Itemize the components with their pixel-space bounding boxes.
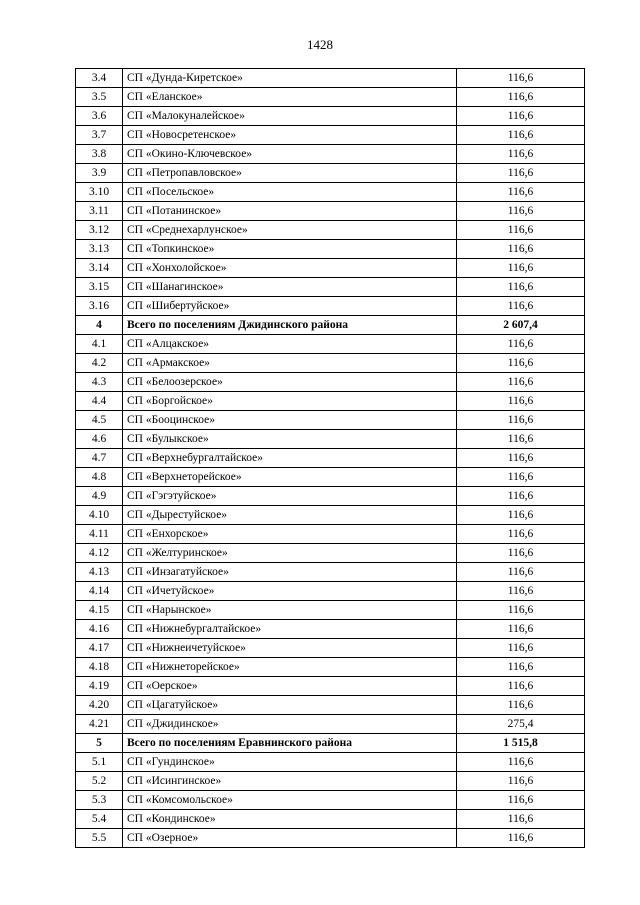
settlement-name: СП «Топкинское»	[123, 240, 457, 259]
amount-value: 116,6	[457, 620, 585, 639]
row-number: 4.6	[76, 430, 123, 449]
settlement-name: СП «Оерское»	[123, 677, 457, 696]
row-number: 4	[76, 316, 123, 335]
table-row	[76, 354, 585, 373]
row-number: 4.7	[76, 449, 123, 468]
settlement-name: СП «Комсомольское»	[123, 791, 457, 810]
settlement-name: СП «Гэгэтуйское»	[123, 487, 457, 506]
table-row	[76, 126, 585, 145]
amount-value: 116,6	[457, 392, 585, 411]
table-row-district-total	[76, 734, 585, 753]
settlement-name: СП «Малокуналейское»	[123, 107, 457, 126]
amount-value: 116,6	[457, 411, 585, 430]
row-number: 4.3	[76, 373, 123, 392]
settlement-name: СП «Потанинское»	[123, 202, 457, 221]
table-row	[76, 373, 585, 392]
row-number: 4.19	[76, 677, 123, 696]
table-row	[76, 221, 585, 240]
amount-value: 116,6	[457, 164, 585, 183]
table-row	[76, 525, 585, 544]
page-number: 1428	[307, 37, 333, 52]
settlement-name: Всего по поселениям Еравнинского района	[123, 734, 457, 753]
settlement-name: СП «Бооцинское»	[123, 411, 457, 430]
settlement-name: СП «Верхнебургалтайское»	[123, 449, 457, 468]
row-number: 5	[76, 734, 123, 753]
table-row	[76, 639, 585, 658]
amount-value: 116,6	[457, 601, 585, 620]
row-number: 4.2	[76, 354, 123, 373]
table-row	[76, 392, 585, 411]
settlement-name: СП «Кондинское»	[123, 810, 457, 829]
table-row	[76, 88, 585, 107]
row-number: 3.14	[76, 259, 123, 278]
row-number: 4.21	[76, 715, 123, 734]
amount-value: 116,6	[457, 202, 585, 221]
row-number: 3.16	[76, 297, 123, 316]
table-row	[76, 69, 585, 88]
amount-value: 275,4	[457, 715, 585, 734]
amount-value: 116,6	[457, 487, 585, 506]
amount-value: 116,6	[457, 582, 585, 601]
row-number: 5.3	[76, 791, 123, 810]
settlement-name: СП «Булыкское»	[123, 430, 457, 449]
row-number: 4.5	[76, 411, 123, 430]
settlement-name: СП «Еланское»	[123, 88, 457, 107]
settlement-name: СП «Среднехарлунское»	[123, 221, 457, 240]
table-row	[76, 278, 585, 297]
row-number: 4.4	[76, 392, 123, 411]
table-row	[76, 829, 585, 848]
table-row	[76, 240, 585, 259]
settlement-name: СП «Дунда-Киретское»	[123, 69, 457, 88]
settlement-name: СП «Нижнеторейское»	[123, 658, 457, 677]
amount-value: 116,6	[457, 677, 585, 696]
amount-value: 116,6	[457, 468, 585, 487]
amount-value: 116,6	[457, 221, 585, 240]
row-number: 3.13	[76, 240, 123, 259]
settlement-name: СП «Нижнебургалтайское»	[123, 620, 457, 639]
settlement-name: СП «Хонхолойское»	[123, 259, 457, 278]
settlement-name: СП «Окино-Ключевское»	[123, 145, 457, 164]
table-row	[76, 259, 585, 278]
amount-value: 116,6	[457, 810, 585, 829]
table-row	[76, 601, 585, 620]
table-row	[76, 563, 585, 582]
settlement-name: СП «Нижнеичетуйское»	[123, 639, 457, 658]
settlement-name: СП «Ичетуйское»	[123, 582, 457, 601]
table-row	[76, 430, 585, 449]
amount-value: 116,6	[457, 563, 585, 582]
amount-value: 116,6	[457, 449, 585, 468]
amount-value: 116,6	[457, 544, 585, 563]
settlement-name: СП «Петропавловское»	[123, 164, 457, 183]
table-row	[76, 468, 585, 487]
settlement-name: СП «Енхорское»	[123, 525, 457, 544]
settlement-name: СП «Озерное»	[123, 829, 457, 848]
settlements-table	[75, 68, 585, 848]
table-row	[76, 107, 585, 126]
table-row	[76, 620, 585, 639]
row-number: 4.10	[76, 506, 123, 525]
settlement-name: СП «Цагатуйское»	[123, 696, 457, 715]
row-number: 5.5	[76, 829, 123, 848]
amount-value: 116,6	[457, 639, 585, 658]
table-row	[76, 297, 585, 316]
table-row-district-total	[76, 316, 585, 335]
settlement-name: СП «Исингинское»	[123, 772, 457, 791]
amount-value: 116,6	[457, 259, 585, 278]
row-number: 4.12	[76, 544, 123, 563]
table-row	[76, 506, 585, 525]
table-row	[76, 753, 585, 772]
table-row	[76, 715, 585, 734]
settlement-name: СП «Джидинское»	[123, 715, 457, 734]
row-number: 3.6	[76, 107, 123, 126]
settlement-name: СП «Желтуринское»	[123, 544, 457, 563]
settlement-name: СП «Верхнеторейское»	[123, 468, 457, 487]
amount-value: 116,6	[457, 791, 585, 810]
settlement-name: СП «Белоозерское»	[123, 373, 457, 392]
row-number: 4.14	[76, 582, 123, 601]
row-number: 5.1	[76, 753, 123, 772]
amount-value: 116,6	[457, 107, 585, 126]
table-row	[76, 658, 585, 677]
row-number: 3.10	[76, 183, 123, 202]
amount-value: 116,6	[457, 335, 585, 354]
table-row	[76, 810, 585, 829]
settlement-name: СП «Гундинское»	[123, 753, 457, 772]
settlement-name: СП «Алцакское»	[123, 335, 457, 354]
amount-value: 116,6	[457, 88, 585, 107]
amount-value: 116,6	[457, 278, 585, 297]
amount-value: 116,6	[457, 525, 585, 544]
amount-value: 116,6	[457, 430, 585, 449]
amount-value: 116,6	[457, 69, 585, 88]
table-row	[76, 164, 585, 183]
settlement-name: СП «Армакское»	[123, 354, 457, 373]
amount-value: 116,6	[457, 297, 585, 316]
row-number: 4.9	[76, 487, 123, 506]
amount-value: 116,6	[457, 696, 585, 715]
amount-value: 1 515,8	[457, 734, 585, 753]
table-row	[76, 411, 585, 430]
row-number: 3.12	[76, 221, 123, 240]
settlement-name: СП «Шибертуйское»	[123, 297, 457, 316]
amount-value: 2 607,4	[457, 316, 585, 335]
amount-value: 116,6	[457, 354, 585, 373]
row-number: 3.11	[76, 202, 123, 221]
table-row	[76, 449, 585, 468]
amount-value: 116,6	[457, 240, 585, 259]
row-number: 4.18	[76, 658, 123, 677]
table-row	[76, 772, 585, 791]
row-number: 5.4	[76, 810, 123, 829]
row-number: 3.15	[76, 278, 123, 297]
row-number: 4.15	[76, 601, 123, 620]
row-number: 3.5	[76, 88, 123, 107]
table-row	[76, 791, 585, 810]
row-number: 3.4	[76, 69, 123, 88]
row-number: 4.11	[76, 525, 123, 544]
row-number: 3.8	[76, 145, 123, 164]
settlement-name: СП «Дырестуйское»	[123, 506, 457, 525]
amount-value: 116,6	[457, 753, 585, 772]
table-row	[76, 183, 585, 202]
table-row	[76, 202, 585, 221]
table-row	[76, 335, 585, 354]
settlement-name: СП «Шанагинское»	[123, 278, 457, 297]
row-number: 4.20	[76, 696, 123, 715]
table-row	[76, 696, 585, 715]
row-number: 4.16	[76, 620, 123, 639]
settlement-name: СП «Инзагатуйское»	[123, 563, 457, 582]
amount-value: 116,6	[457, 772, 585, 791]
settlement-name: СП «Новосретенское»	[123, 126, 457, 145]
table-row	[76, 677, 585, 696]
amount-value: 116,6	[457, 373, 585, 392]
amount-value: 116,6	[457, 126, 585, 145]
row-number: 4.17	[76, 639, 123, 658]
row-number: 4.8	[76, 468, 123, 487]
row-number: 4.1	[76, 335, 123, 354]
amount-value: 116,6	[457, 145, 585, 164]
table-row	[76, 487, 585, 506]
amount-value: 116,6	[457, 183, 585, 202]
settlement-name: СП «Нарынское»	[123, 601, 457, 620]
table-row	[76, 582, 585, 601]
table-body	[76, 69, 585, 848]
row-number: 5.2	[76, 772, 123, 791]
row-number: 4.13	[76, 563, 123, 582]
settlement-name: СП «Посельское»	[123, 183, 457, 202]
amount-value: 116,6	[457, 658, 585, 677]
settlement-name: Всего по поселениям Джидинского района	[123, 316, 457, 335]
settlement-name: СП «Боргойское»	[123, 392, 457, 411]
amount-value: 116,6	[457, 506, 585, 525]
row-number: 3.7	[76, 126, 123, 145]
amount-value: 116,6	[457, 829, 585, 848]
table-row	[76, 544, 585, 563]
row-number: 3.9	[76, 164, 123, 183]
table-row	[76, 145, 585, 164]
